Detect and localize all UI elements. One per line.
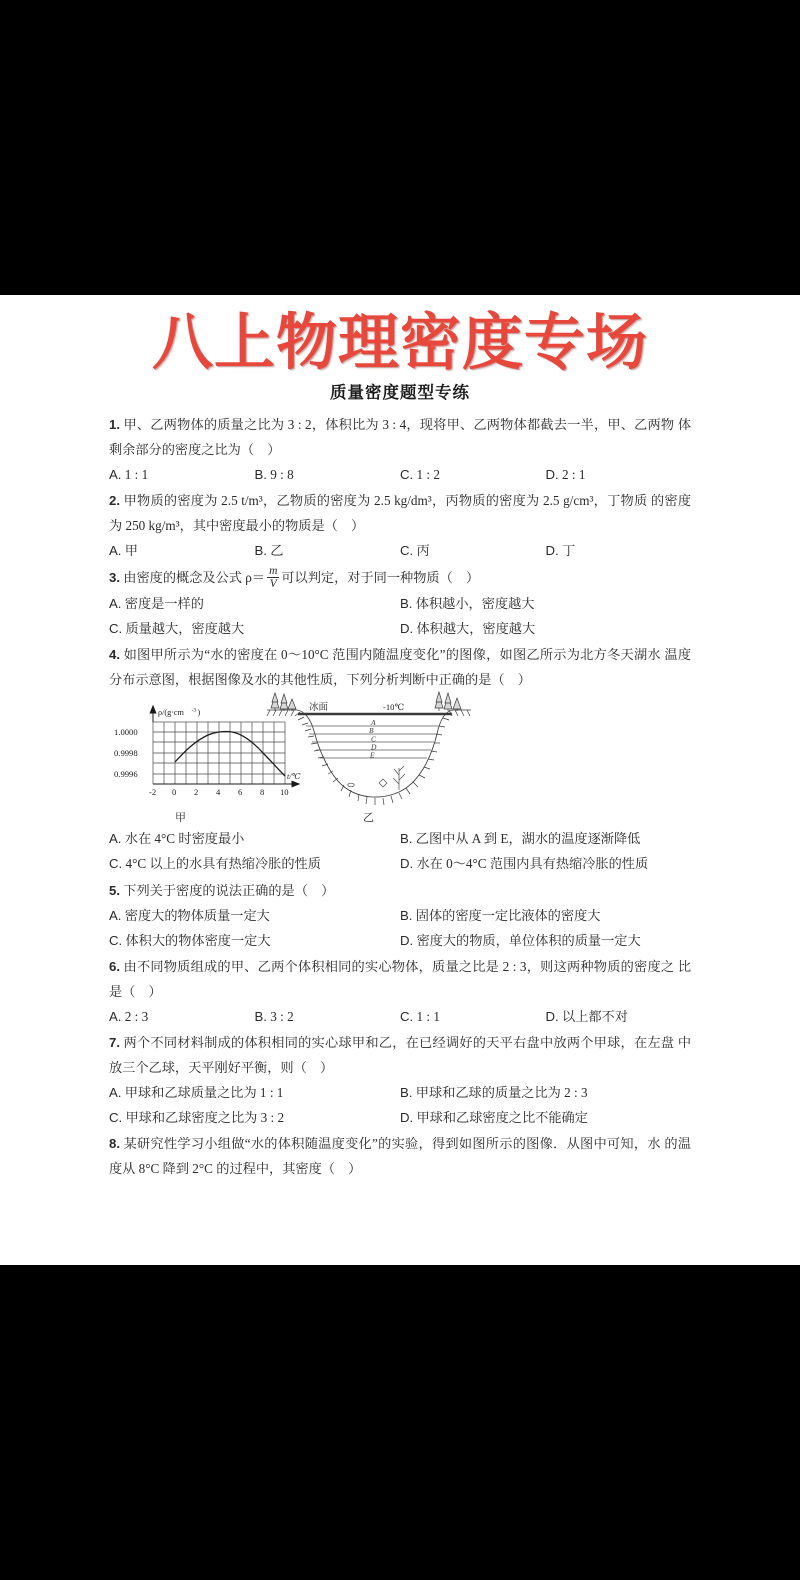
question-item-3 xyxy=(109,565,691,642)
option-4-B[interactable] xyxy=(400,826,691,851)
option-7-B[interactable] xyxy=(400,1080,691,1105)
question-3-stem-pre: 由密度的概念及公式 ρ＝ xyxy=(123,569,266,585)
underwater-vegetation xyxy=(393,766,405,790)
option-2-B[interactable] xyxy=(255,538,401,563)
ice-surface-label: 冰面 xyxy=(309,703,329,714)
option-4-C-label: C. xyxy=(109,856,123,872)
option-6-A[interactable] xyxy=(109,1004,255,1029)
option-6-C-label: C. xyxy=(400,1008,414,1024)
question-3-number: 3. xyxy=(109,569,120,585)
question-5-stem-line-a: 下列关于密度的说法正确的是（ ） xyxy=(123,882,335,898)
ice-temperature-label: -10℃ xyxy=(383,702,405,713)
question-7-stem-line-b: 中放三个乙球，天平刚好平衡，则（ ） xyxy=(109,1034,692,1076)
option-7-C[interactable] xyxy=(109,1105,400,1130)
question-item-5 xyxy=(109,878,691,953)
option-4-D-label: D. xyxy=(400,856,414,872)
option-5-A[interactable] xyxy=(109,903,400,928)
tree-cluster-left xyxy=(271,693,296,711)
option-2-C-label: C. xyxy=(400,543,414,559)
option-1-A-text: 1 : 1 xyxy=(124,467,149,483)
option-4-D[interactable] xyxy=(400,851,691,876)
question-2-options xyxy=(109,538,691,563)
option-3-B[interactable] xyxy=(400,591,691,616)
option-2-B-label: B. xyxy=(254,543,267,559)
option-6-C[interactable] xyxy=(400,1004,546,1029)
chart-xtick-0: 0 xyxy=(172,787,177,798)
option-5-C-label: C. xyxy=(109,932,123,948)
page-subtitle: 质量密度题型专练 xyxy=(330,383,470,403)
option-6-B-text: 3 : 2 xyxy=(270,1008,294,1024)
question-5-options xyxy=(109,903,691,953)
option-2-A-label: A. xyxy=(109,543,122,559)
question-item-6 xyxy=(109,954,691,1029)
option-6-A-text: 2 : 3 xyxy=(124,1008,149,1024)
question-2-stem xyxy=(109,488,691,538)
question-1-stem-line-a: 甲、乙两物体的质量之比为 3 : 2，体积比为 3 : 4，现将甲、乙两物体都截去一半，甲、乙两物 xyxy=(123,417,675,433)
option-7-A-label: A. xyxy=(109,1085,122,1101)
option-3-B-label: B. xyxy=(400,596,413,612)
question-item-2 xyxy=(109,488,691,563)
option-3-C[interactable] xyxy=(109,616,400,641)
fraction-denominator: V xyxy=(267,577,279,590)
option-1-B-text: 9 : 8 xyxy=(270,467,294,483)
option-2-D[interactable] xyxy=(546,538,692,563)
option-2-D-text: 丁 xyxy=(561,543,576,559)
option-3-D[interactable] xyxy=(400,616,691,641)
option-1-A-label: A. xyxy=(109,467,122,483)
option-6-B-label: B. xyxy=(254,1008,267,1024)
option-7-D-label: D. xyxy=(400,1110,414,1126)
chart-xtick-4: 4 xyxy=(216,787,221,798)
question-6-stem-line-b: 比是（ ） xyxy=(109,958,692,999)
question-2-stem-line-b: 的密度为 250 kg/m³，其中密度最小的物质是（ ） xyxy=(109,493,692,534)
question-8-stem xyxy=(109,1131,691,1181)
option-5-B-text: 固体的密度一定比液体的密度大 xyxy=(415,907,601,923)
figure-caption-yi: 乙 xyxy=(363,812,374,825)
question-8-number: 8. xyxy=(109,1136,120,1152)
option-5-D[interactable] xyxy=(400,928,691,953)
chart-ytick-0.9996: 0.9996 xyxy=(114,769,138,780)
fraction-numerator: m xyxy=(269,564,278,577)
question-2-number: 2. xyxy=(109,493,120,509)
layer-label-D: D xyxy=(371,742,377,752)
option-7-C-text: 甲球和乙球密度之比为 3 : 2 xyxy=(125,1110,285,1126)
option-5-A-text: 密度大的物体质量一定大 xyxy=(124,907,270,923)
option-1-A[interactable] xyxy=(109,462,255,487)
chart-x-axis-label: t/℃ xyxy=(287,772,301,782)
option-4-D-text: 水在 0～4°C 范围内具有热缩冷胀的性质 xyxy=(416,856,649,872)
layer-label-E: E xyxy=(370,750,375,760)
question-6-stem xyxy=(109,954,691,1004)
option-2-D-label: D. xyxy=(545,543,559,559)
question-item-7 xyxy=(109,1030,691,1130)
question-4-stem xyxy=(109,642,691,692)
option-7-B-label: B. xyxy=(400,1085,413,1101)
option-1-C[interactable] xyxy=(400,462,546,487)
question-4-stem-line-b: 温度分布示意图，根据图像及水的其他性质，下列分析判断中正确的是（ ） xyxy=(109,647,692,688)
density-formula-fraction xyxy=(267,565,279,590)
option-3-B-text: 体积越小，密度越大 xyxy=(415,596,535,612)
chart-ytick-1.0000: 1.0000 xyxy=(114,727,138,738)
option-3-D-text: 体积越大，密度越大 xyxy=(416,621,536,637)
option-2-B-text: 乙 xyxy=(270,543,284,559)
layer-label-A: A xyxy=(371,718,376,728)
chart-xtick--2: -2 xyxy=(149,787,157,798)
question-3-options xyxy=(109,591,691,641)
option-2-C-text: 丙 xyxy=(416,543,430,559)
option-5-A-label: A. xyxy=(109,907,122,923)
option-3-A[interactable] xyxy=(109,591,400,616)
option-6-D[interactable] xyxy=(546,1004,692,1029)
option-7-D-text: 甲球和乙球密度之比不能确定 xyxy=(416,1110,588,1126)
question-1-stem-line-b: 体剩余部分的密度之比为（ ） xyxy=(109,417,692,458)
question-4-number: 4. xyxy=(109,647,120,663)
option-6-D-text: 以上都不对 xyxy=(561,1008,628,1024)
option-4-A-label: A. xyxy=(109,831,122,847)
question-3-stem xyxy=(109,565,691,592)
question-item-8 xyxy=(109,1131,691,1181)
question-6-number: 6. xyxy=(109,958,120,974)
title-block xyxy=(0,305,800,403)
option-2-C[interactable] xyxy=(400,538,546,563)
option-1-B[interactable] xyxy=(255,462,401,487)
option-3-C-label: C. xyxy=(109,621,123,637)
option-5-D-text: 密度大的物质，单位体积的质量一定大 xyxy=(416,932,641,948)
option-4-B-text: 乙图中从 A 到 E，湖水的温度逐渐降低 xyxy=(415,831,641,847)
option-5-C-text: 体积大的物体密度一定大 xyxy=(125,932,271,948)
option-5-C[interactable] xyxy=(109,928,400,953)
option-6-D-label: D. xyxy=(545,1008,559,1024)
option-1-D-text: 2 : 1 xyxy=(561,467,586,483)
option-3-D-label: D. xyxy=(400,621,414,637)
lake-temperature-diagram xyxy=(259,686,474,814)
letterbox-top-bar xyxy=(0,0,800,295)
question-8-stem-line-a: 某研究性学习小组做“水的体积随温度变化”的实验，得到如图所示的图像．从图中可知，水 xyxy=(123,1136,661,1152)
question-7-stem-line-a: 两个不同材料制成的体积相同的实心球甲和乙，在已经调好的天平右盘中放两个甲球，在左盘 xyxy=(123,1034,675,1050)
question-item-4 xyxy=(109,642,691,876)
question-4-figure xyxy=(109,696,691,824)
question-1-number: 1. xyxy=(109,417,120,433)
question-1-options xyxy=(109,462,691,487)
option-7-A-text: 甲球和乙球质量之比为 1 : 1 xyxy=(124,1085,284,1101)
question-3-stem-post: 可以判定，对于同一种物质（ ） xyxy=(281,569,480,585)
option-3-C-text: 质量越大，密度越大 xyxy=(125,621,245,637)
option-6-A-label: A. xyxy=(109,1008,122,1024)
option-3-A-label: A. xyxy=(109,596,122,612)
chart-ytick-0.9998: 0.9998 xyxy=(114,748,138,759)
option-1-C-text: 1 : 2 xyxy=(416,467,440,483)
chart-xtick-8: 8 xyxy=(260,787,265,798)
tree-cluster-right xyxy=(435,692,461,711)
option-4-A-text: 水在 4°C 时密度最小 xyxy=(124,831,245,847)
chart-y-axis xyxy=(150,706,156,722)
question-4-options xyxy=(109,826,691,876)
underwater-debris xyxy=(348,779,387,787)
question-2-stem-line-a: 甲物质的密度为 2.5 t/m³，乙物质的密度为 2.5 kg/dm³，丙物质的密度为 2.5 g/cm³，丁物质 xyxy=(123,493,648,509)
chart-y-axis-label-exponent: -3 xyxy=(191,707,197,714)
option-5-D-label: D. xyxy=(400,932,414,948)
question-5-number: 5. xyxy=(109,882,120,898)
option-7-D[interactable] xyxy=(400,1105,691,1130)
question-4-stem-line-a: 如图甲所示为“水的密度在 0～10°C 范围内随温度变化”的图像，如图乙所示为北方冬天湖水 xyxy=(123,647,661,663)
layer-label-B: B xyxy=(369,726,374,736)
question-list xyxy=(109,403,691,1181)
option-5-B[interactable] xyxy=(400,903,691,928)
option-3-A-text: 密度是一样的 xyxy=(124,596,204,612)
option-4-C-text: 4°C 以上的水具有热缩冷胀的性质 xyxy=(125,856,321,872)
option-2-A[interactable] xyxy=(109,538,255,563)
question-7-stem xyxy=(109,1030,691,1080)
question-1-stem xyxy=(109,412,691,462)
option-6-C-text: 1 : 1 xyxy=(416,1008,440,1024)
page-title: 八上物理密度专场 xyxy=(151,307,648,378)
chart-xtick-6: 6 xyxy=(238,787,243,798)
chart-xtick-10: 10 xyxy=(280,787,289,798)
option-6-B[interactable] xyxy=(255,1004,401,1029)
chart-xtick-2: 2 xyxy=(194,787,199,798)
option-4-B-label: B. xyxy=(400,831,413,847)
figure-caption-jia: 甲 xyxy=(175,812,186,825)
question-7-number: 7. xyxy=(109,1034,120,1050)
option-7-B-text: 甲球和乙球的质量之比为 2 : 3 xyxy=(415,1085,588,1101)
layer-label-C: C xyxy=(371,734,377,744)
option-7-A[interactable] xyxy=(109,1080,400,1105)
question-6-stem-line-a: 由不同物质组成的甲、乙两个体积相同的实心物体，质量之比是 2 : 3，则这两种物质的密度之 xyxy=(123,958,675,974)
option-1-D[interactable] xyxy=(546,462,692,487)
letterbox-bottom-bar xyxy=(0,1265,800,1580)
option-4-C[interactable] xyxy=(109,851,400,876)
option-1-B-label: B. xyxy=(254,467,267,483)
question-6-options xyxy=(109,1004,691,1029)
chart-y-axis-label: ρ/(g·cm xyxy=(158,708,184,718)
question-item-1 xyxy=(109,412,691,487)
option-5-B-label: B. xyxy=(400,907,413,923)
option-1-C-label: C. xyxy=(400,467,414,483)
option-4-A[interactable] xyxy=(109,826,400,851)
lake-banks xyxy=(267,710,471,797)
option-1-D-label: D. xyxy=(545,467,559,483)
question-7-options xyxy=(109,1080,691,1130)
chart-y-axis-label-close: ) xyxy=(197,708,201,718)
question-8-stem-line-b: 的温度从 8°C 降到 2°C 的过程中，其密度（ ） xyxy=(109,1136,692,1177)
option-7-C-label: C. xyxy=(109,1110,123,1126)
worksheet-sheet xyxy=(0,295,800,1265)
option-2-A-text: 甲 xyxy=(124,543,138,559)
question-5-stem xyxy=(109,878,691,903)
